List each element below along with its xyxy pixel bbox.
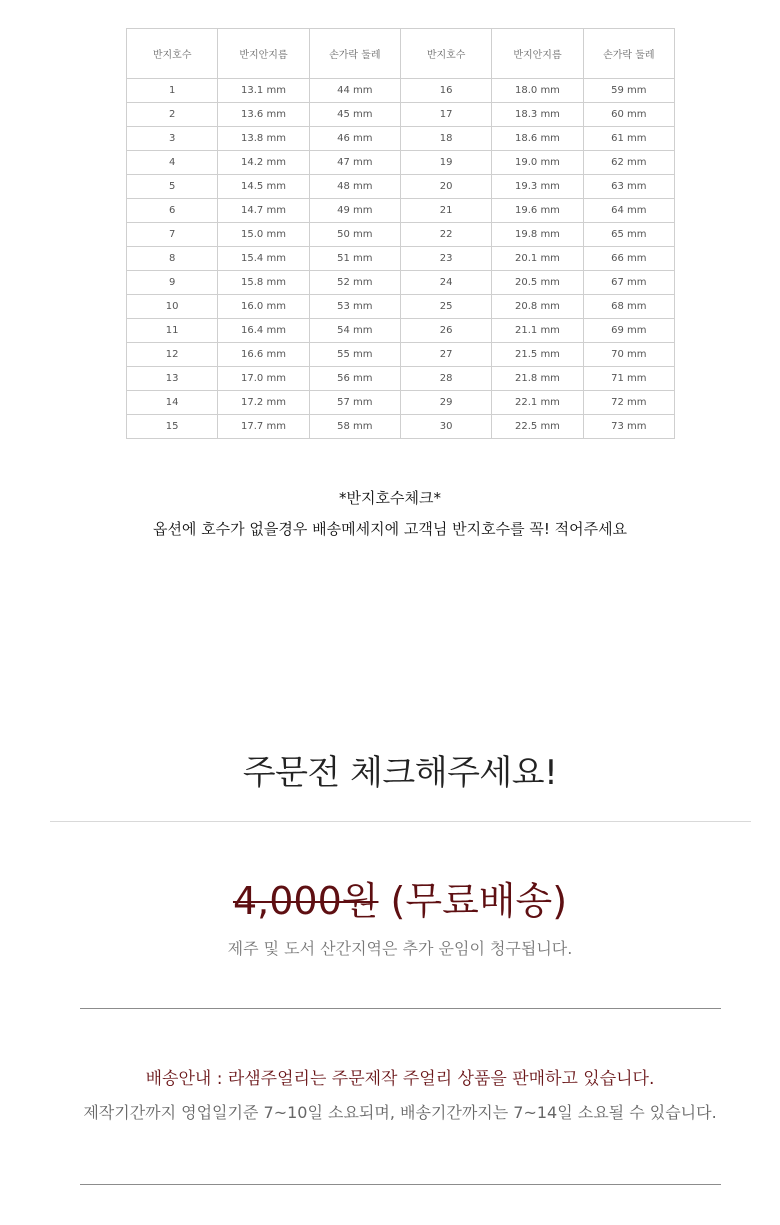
table-cell: 60 mm (583, 103, 674, 127)
size-check-title: *반지호수체크* (339, 489, 441, 507)
table-row (127, 415, 675, 439)
table-row (127, 175, 675, 199)
table-cell: 21.1 mm (492, 319, 583, 343)
table-cell: 16.6 mm (218, 343, 309, 367)
table-cell: 47 mm (309, 151, 400, 175)
free-shipping-label: (무료배송) (378, 879, 568, 923)
table-cell: 15.8 mm (218, 271, 309, 295)
table-cell: 64 mm (583, 199, 674, 223)
table-cell: 72 mm (583, 391, 674, 415)
table-cell: 23 (400, 247, 491, 271)
table-cell: 14 (127, 391, 218, 415)
table-cell: 2 (127, 103, 218, 127)
table-cell: 53 mm (309, 295, 400, 319)
table-row (127, 223, 675, 247)
table-row (127, 391, 675, 415)
table-cell: 25 (400, 295, 491, 319)
table-cell: 17.0 mm (218, 367, 309, 391)
table-cell: 20.1 mm (492, 247, 583, 271)
table-cell: 4 (127, 151, 218, 175)
divider (80, 1184, 721, 1185)
table-cell: 68 mm (583, 295, 674, 319)
table-cell: 54 mm (309, 319, 400, 343)
table-cell: 59 mm (583, 79, 674, 103)
divider (50, 821, 751, 822)
ring-size-table (126, 28, 675, 439)
table-row (127, 79, 675, 103)
table-cell: 24 (400, 271, 491, 295)
table-cell: 14.5 mm (218, 175, 309, 199)
table-cell: 18.3 mm (492, 103, 583, 127)
table-row (127, 151, 675, 175)
table-cell: 45 mm (309, 103, 400, 127)
table-cell: 44 mm (309, 79, 400, 103)
table-cell: 18.0 mm (492, 79, 583, 103)
table-row (127, 127, 675, 151)
table-cell: 63 mm (583, 175, 674, 199)
table-cell: 13.1 mm (218, 79, 309, 103)
table-cell: 61 mm (583, 127, 674, 151)
table-cell: 30 (400, 415, 491, 439)
table-cell: 65 mm (583, 223, 674, 247)
column-header: 반지안지름 (492, 29, 583, 79)
divider (80, 1008, 721, 1009)
table-cell: 11 (127, 319, 218, 343)
table-cell: 55 mm (309, 343, 400, 367)
table-row (127, 343, 675, 367)
original-shipping-fee: 4,000원 (232, 879, 379, 923)
column-header: 반지안지름 (218, 29, 309, 79)
table-row (127, 247, 675, 271)
column-header: 손가락 둘레 (309, 29, 400, 79)
table-cell: 10 (127, 295, 218, 319)
table-row (127, 295, 675, 319)
table-cell: 13.6 mm (218, 103, 309, 127)
table-cell: 50 mm (309, 223, 400, 247)
table-cell: 20 (400, 175, 491, 199)
production-period-note: 제작기간까지 영업일기준 7~10일 소요되며, 배송기간까지는 7~14일 소요될 수 있습니다. (83, 1103, 717, 1122)
column-header: 반지호수 (127, 29, 218, 79)
table-cell: 26 (400, 319, 491, 343)
table-cell: 6 (127, 199, 218, 223)
table-cell: 70 mm (583, 343, 674, 367)
table-cell: 49 mm (309, 199, 400, 223)
table-cell: 14.2 mm (218, 151, 309, 175)
table-row (127, 199, 675, 223)
table-cell: 20.5 mm (492, 271, 583, 295)
table-cell: 28 (400, 367, 491, 391)
table-cell: 17.2 mm (218, 391, 309, 415)
table-cell: 58 mm (309, 415, 400, 439)
table-cell: 57 mm (309, 391, 400, 415)
table-cell: 16 (400, 79, 491, 103)
table-row (127, 103, 675, 127)
shipping-price (0, 870, 780, 925)
table-cell: 15.4 mm (218, 247, 309, 271)
table-cell: 15.0 mm (218, 223, 309, 247)
table-cell: 19 (400, 151, 491, 175)
table-cell: 21.5 mm (492, 343, 583, 367)
table-cell: 73 mm (583, 415, 674, 439)
table-cell: 71 mm (583, 367, 674, 391)
table-cell: 14.7 mm (218, 199, 309, 223)
table-cell: 66 mm (583, 247, 674, 271)
table-cell: 16.0 mm (218, 295, 309, 319)
table-cell: 17 (400, 103, 491, 127)
table-row (127, 271, 675, 295)
table-row (127, 319, 675, 343)
table-header-row (127, 29, 675, 79)
table-cell: 13.8 mm (218, 127, 309, 151)
table-cell: 22 (400, 223, 491, 247)
table-cell: 56 mm (309, 367, 400, 391)
table-cell: 22.5 mm (492, 415, 583, 439)
table-body (127, 79, 675, 439)
table-cell: 5 (127, 175, 218, 199)
order-check-heading: 주문전 체크해주세요! (242, 753, 558, 793)
table-cell: 27 (400, 343, 491, 367)
table-cell: 19.8 mm (492, 223, 583, 247)
table-cell: 20.8 mm (492, 295, 583, 319)
table-cell: 1 (127, 79, 218, 103)
table-cell: 13 (127, 367, 218, 391)
extra-fee-note: 제주 및 도서 산간지역은 추가 운임이 청구됩니다. (227, 939, 573, 958)
table-row (127, 367, 675, 391)
table-cell: 12 (127, 343, 218, 367)
table-cell: 17.7 mm (218, 415, 309, 439)
table-cell: 18 (400, 127, 491, 151)
table-cell: 16.4 mm (218, 319, 309, 343)
table-cell: 21 (400, 199, 491, 223)
table-cell: 67 mm (583, 271, 674, 295)
table-cell: 19.0 mm (492, 151, 583, 175)
table-cell: 29 (400, 391, 491, 415)
shipping-info: 배송안내 : 라샘주얼리는 주문제작 주얼리 상품을 판매하고 있습니다. (145, 1069, 655, 1089)
table-cell: 18.6 mm (492, 127, 583, 151)
table-cell: 62 mm (583, 151, 674, 175)
table-cell: 15 (127, 415, 218, 439)
table-cell: 19.6 mm (492, 199, 583, 223)
table-cell: 69 mm (583, 319, 674, 343)
table-cell: 52 mm (309, 271, 400, 295)
table-cell: 19.3 mm (492, 175, 583, 199)
table-cell: 9 (127, 271, 218, 295)
column-header: 반지호수 (400, 29, 491, 79)
table-cell: 3 (127, 127, 218, 151)
table-cell: 8 (127, 247, 218, 271)
table-cell: 21.8 mm (492, 367, 583, 391)
table-cell: 46 mm (309, 127, 400, 151)
column-header: 손가락 둘레 (583, 29, 674, 79)
table-cell: 7 (127, 223, 218, 247)
table-cell: 48 mm (309, 175, 400, 199)
table-cell: 22.1 mm (492, 391, 583, 415)
size-check-description: 옵션에 호수가 없을경우 배송메세지에 고객님 반지호수를 꼭! 적어주세요 (152, 520, 628, 538)
table-cell: 51 mm (309, 247, 400, 271)
